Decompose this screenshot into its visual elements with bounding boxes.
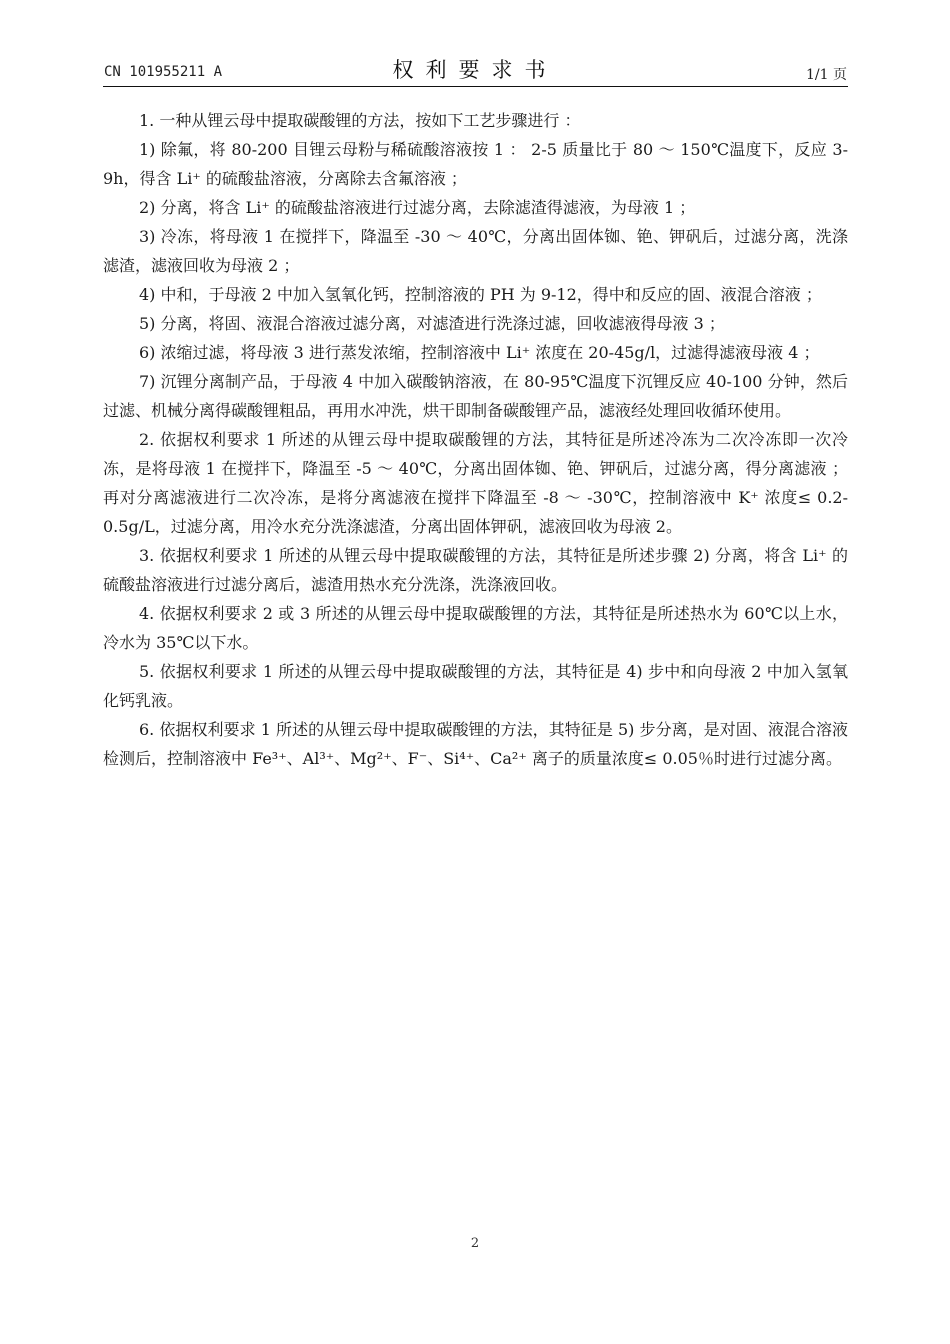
claim-1-step-1: 1) 除氟，将 80-200 目锂云母粉与稀硫酸溶液按 1 ： 2-5 质量比于 80 ～ 150℃温度下，反应 3-9h，得含 Li⁺ 的硫酸盐溶液，分离除去含氟溶液 ； — [103, 140, 848, 188]
page-indicator: 1/1 页 — [806, 67, 847, 83]
claim-3: 3. 依据权利要求 1 所述的从锂云母中提取碳酸锂的方法，其特征是所述步骤 2) 分离，将含 Li⁺ 的硫酸盐溶液进行过滤分离后，滤渣用热水充分洗涤，洗涤液回收。 — [103, 546, 848, 594]
claim-1-step-7: 7) 沉锂分离制产品，于母液 4 中加入碳酸钠溶液，在 80-95℃温度下沉锂反应 40-100 分钟，然后过滤、机械分离得碳酸锂粗品，再用水冲洗，烘干即制备碳酸锂产品，滤液经处理回收循环使用。 — [103, 372, 848, 420]
claim-1-step-3: 3) 冷冻，将母液 1 在搅拌下，降温至 -30 ～ 40℃，分离出固体铷、铯、钾矾后，过滤分离，洗涤滤渣，滤液回收为母液 2 ； — [103, 227, 848, 275]
claim-2: 2. 依据权利要求 1 所述的从锂云母中提取碳酸锂的方法，其特征是所述冷冻为二次冷冻即一次冷冻，是将母液 1 在搅拌下，降温至 -5 ～ 40℃，分离出固体铷、铯、钾矾后，过滤分离，得分离滤液 ；再对分离滤液进行二次冷冻，是将分离滤液在搅拌下降温至 -8 ～ -30℃，控制溶液中 K⁺ 浓度≤ 0.2-0.5g/L，过滤分离，用冷水充分洗涤滤渣，分离出固体钾矾，滤液回收为母液 2。 — [103, 430, 848, 536]
claims-body — [103, 106, 848, 773]
page-number: 2 — [470, 1236, 480, 1251]
claim-4: 4. 依据权利要求 2 或 3 所述的从锂云母中提取碳酸锂的方法，其特征是所述热水为 60℃以上水，冷水为 35℃以下水。 — [103, 604, 848, 652]
claim-5: 5. 依据权利要求 1 所述的从锂云母中提取碳酸锂的方法，其特征是 4) 步中和向母液 2 中加入氢氧化钙乳液。 — [103, 662, 848, 710]
claim-1-step-6: 6) 浓缩过滤，将母液 3 进行蒸发浓缩，控制溶液中 Li⁺ 浓度在 20-45g/l，过滤得滤液母液 4 ； — [139, 343, 820, 362]
header-divider — [103, 86, 848, 87]
claim-6: 6. 依据权利要求 1 所述的从锂云母中提取碳酸锂的方法，其特征是 5) 步分离，是对固、液混合溶液检测后，控制溶液中 Fe³⁺、Al³⁺、Mg²⁺、F⁻、Si⁴⁺、Ca²⁺ 离子的质量浓度≤ 0.05％时进行过滤分离。 — [103, 720, 848, 768]
claim-1-step-5: 5) 分离，将固、液混合溶液过滤分离，对滤渣进行洗涤过滤，回收滤液得母液 3 ； — [139, 314, 725, 333]
claim-1-step-4: 4) 中和，于母液 2 中加入氢氧化钙，控制溶液的 PH 为 9-12，得中和反应的固、液混合溶液 ； — [139, 285, 822, 304]
page-title: 权利要求书 — [392, 58, 558, 82]
claim-1-intro: 1. 一种从锂云母中提取碳酸锂的方法，按如下工艺步骤进行 ： — [139, 111, 581, 130]
document-number: CN 101955211 A — [104, 64, 223, 80]
claim-1-step-2: 2) 分离，将含 Li⁺ 的硫酸盐溶液进行过滤分离，去除滤渣得滤液，为母液 1 ； — [139, 198, 696, 217]
